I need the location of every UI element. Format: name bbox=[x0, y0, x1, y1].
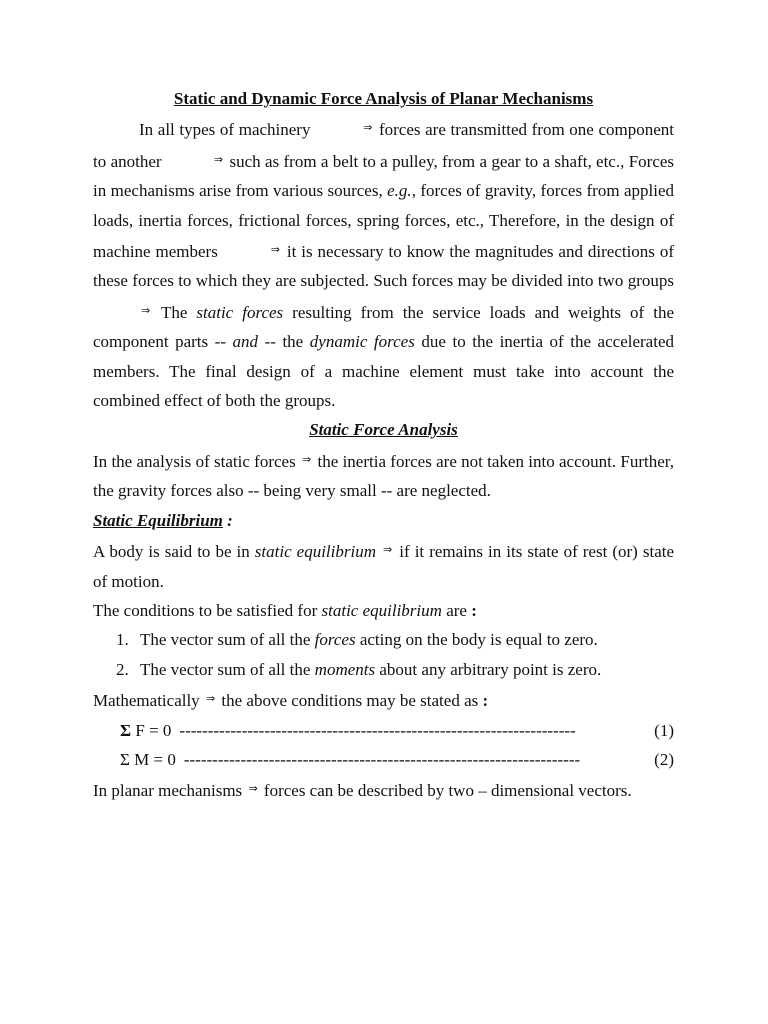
sigma-symbol: Σ bbox=[120, 720, 132, 740]
closing-text: In planar mechanisms bbox=[93, 781, 243, 801]
implies-arrow-icon: ⇒ bbox=[383, 543, 393, 557]
equation-number: (2) bbox=[654, 749, 674, 769]
list-item bbox=[93, 655, 674, 684]
equation-number: (1) bbox=[654, 720, 674, 740]
list-item-emphasis: forces bbox=[314, 630, 356, 650]
equation-leader: ---------------------------------------------------------------------- bbox=[179, 720, 576, 740]
equation-lhs-text: M = 0 bbox=[129, 749, 176, 769]
intro-text: due to the inertia of the accelerated members. The final design of a machine element must take into account the combined effect of both the groups. bbox=[93, 332, 674, 411]
implies-arrow-icon: ⇒ bbox=[205, 692, 216, 706]
static-equilibrium-heading bbox=[93, 506, 674, 535]
equation-leader: ---------------------------------------------------------------------- bbox=[183, 749, 581, 769]
equation-lhs bbox=[120, 745, 176, 774]
closing-paragraph bbox=[93, 774, 674, 805]
implies-arrow-icon: ⇒ bbox=[248, 782, 258, 796]
static-equilibrium-heading-text: Static Equilibrium bbox=[93, 510, 223, 530]
intro-text: such as from a belt to a pulley, from a gear to a shaft, etc., Forces in mechanisms arise from various sources, bbox=[93, 151, 675, 201]
intro-text: -- the bbox=[258, 332, 310, 352]
conditions-text: are bbox=[441, 600, 472, 620]
conditions-text: The conditions to be satisfied for bbox=[93, 600, 322, 620]
math-intro-text: the above conditions may be stated as bbox=[221, 691, 483, 711]
list-item-text: about any arbitrary point is zero. bbox=[375, 659, 602, 679]
equation-force-sum bbox=[93, 716, 674, 745]
static-text: the inertia forces are not taken into account. Further, the gravity forces also -- being very small -- are neglected. bbox=[93, 451, 675, 501]
list-item-text: The vector sum of all the bbox=[140, 630, 315, 650]
list-item-text: The vector sum of all the bbox=[140, 659, 315, 679]
static-equilibrium-term: static equilibrium bbox=[254, 542, 376, 562]
document-page bbox=[93, 84, 674, 806]
implies-arrow-icon: ⇒ bbox=[141, 303, 151, 317]
equation-lhs-text: F = 0 bbox=[131, 720, 172, 740]
conditions-list bbox=[93, 625, 674, 684]
static-text: In the analysis of static forces bbox=[93, 451, 296, 471]
document-title: Static and Dynamic Force Analysis of Planar Mechanisms bbox=[173, 89, 594, 108]
equilibrium-definition bbox=[93, 535, 674, 596]
intro-and: and bbox=[232, 332, 259, 352]
list-item-emphasis: moments bbox=[314, 659, 376, 679]
intro-static-forces: static forces bbox=[196, 302, 284, 322]
math-intro-colon: : bbox=[482, 691, 489, 711]
sigma-symbol: Σ bbox=[120, 749, 130, 769]
list-item-number: 2. bbox=[116, 659, 129, 679]
list-item-text: acting on the body is equal to zero. bbox=[355, 630, 598, 650]
intro-paragraph bbox=[93, 113, 674, 415]
intro-text: it is necessary to know the magnitudes and directions of these forces to which they are subjected. Such forces may be divided into two groups bbox=[93, 242, 675, 291]
conditions-colon: : bbox=[471, 600, 477, 620]
intro-text: The bbox=[160, 302, 197, 322]
intro-text: , forces of gravity, forces from applied loads, inertia forces, frictional forces, spring forces, etc., Therefore, in the design of machine members bbox=[93, 181, 674, 262]
implies-arrow-icon: ⇒ bbox=[302, 452, 312, 466]
math-intro-text: Mathematically bbox=[93, 691, 200, 711]
intro-text: In all types of machinery bbox=[139, 120, 311, 140]
math-intro bbox=[93, 684, 674, 715]
equilibrium-text: A body is said to be in bbox=[93, 542, 255, 562]
implies-arrow-icon: ⇒ bbox=[270, 243, 280, 257]
intro-text: forces are transmitted from one component to another bbox=[93, 120, 675, 171]
intro-dynamic-forces: dynamic forces bbox=[309, 332, 415, 352]
conditions-intro bbox=[93, 596, 674, 625]
equilibrium-text: if it remains in its state of rest (or) state of motion. bbox=[93, 542, 675, 591]
list-item bbox=[93, 625, 674, 654]
static-force-analysis-heading: Static Force Analysis bbox=[309, 420, 458, 440]
closing-text: forces can be described by two – dimensional vectors. bbox=[263, 781, 632, 801]
intro-text: resulting from the service loads and weights of the component parts -- bbox=[93, 302, 674, 352]
intro-eg: e.g. bbox=[387, 181, 412, 201]
static-equilibrium-term: static equilibrium bbox=[321, 600, 442, 620]
static-equilibrium-heading-colon: : bbox=[222, 510, 233, 530]
equation-lhs bbox=[120, 716, 171, 745]
implies-arrow-icon: ⇒ bbox=[213, 152, 224, 166]
implies-arrow-icon: ⇒ bbox=[363, 121, 373, 135]
list-item-number: 1. bbox=[116, 630, 129, 650]
equation-moment-sum bbox=[93, 745, 674, 774]
static-analysis-paragraph bbox=[93, 445, 674, 506]
